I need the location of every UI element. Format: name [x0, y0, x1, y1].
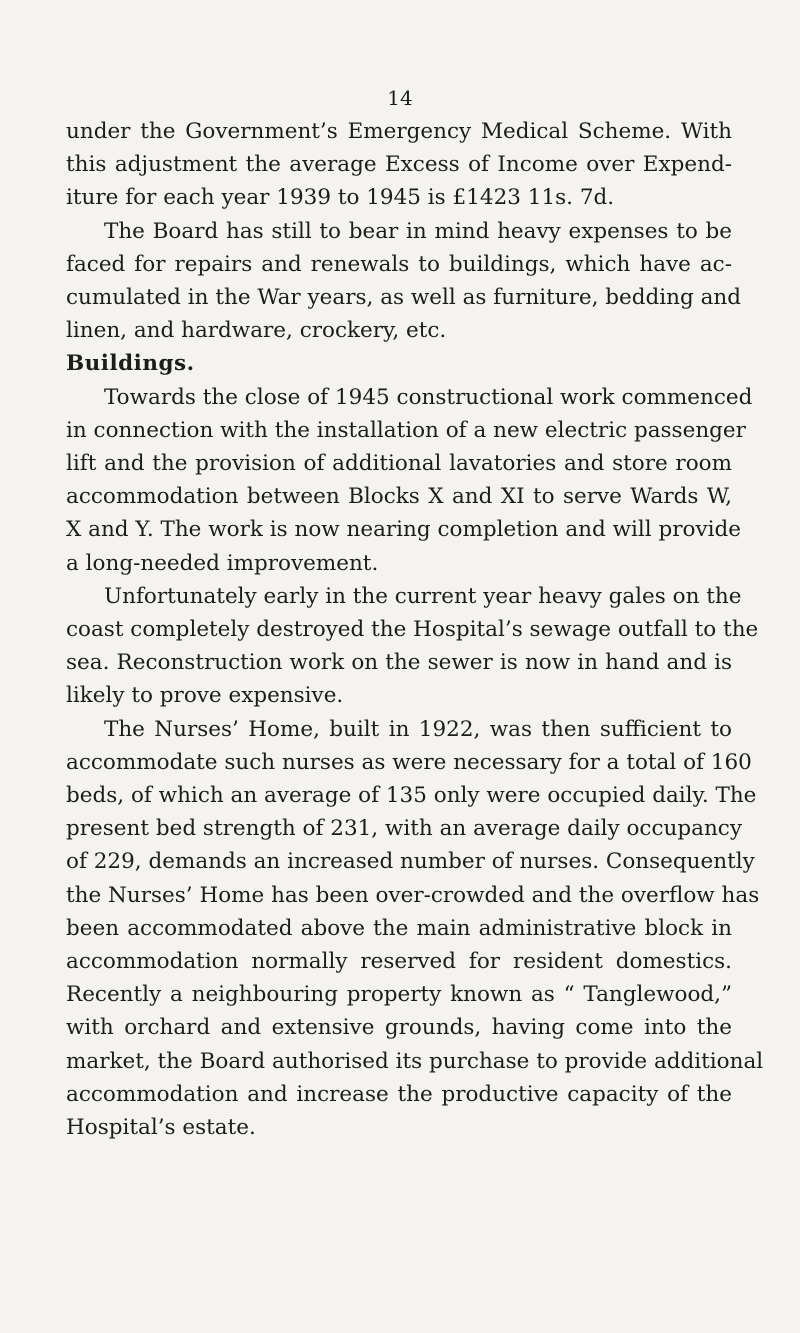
paragraph-heavy-expenses [66, 215, 742, 348]
text-line: faced for repairs and renewals to buildings, which have ac- [66, 251, 732, 277]
paragraph-emergency-scheme [66, 115, 732, 215]
text-line: sea. Reconstruction work on the sewer is now in hand and is [66, 650, 732, 676]
text-line: present bed strength of 231, with an average daily occupancy [66, 816, 742, 842]
page-number: 14 [387, 86, 413, 110]
paragraph-sewage-outfall [66, 580, 759, 713]
text-line: X and Y. The work is now nearing completion and will provide [66, 517, 741, 543]
text-line: accommodation between Blocks X and XI to serve Wards W, [66, 484, 732, 510]
text-line: Recently a neighbouring property known as “ Tanglewood,” [66, 982, 732, 1008]
text-line: market, the Board authorised its purchase to provide additional [66, 1048, 764, 1074]
text-line: cumulated in the War years, as well as furniture, bedding and [66, 285, 742, 311]
text-line: accommodation normally reserved for resident domestics. [66, 949, 732, 975]
text-line: with orchard and extensive grounds, having come into the [66, 1015, 732, 1041]
text-line: coast completely destroyed the Hospital’s sewage outfall to the [66, 617, 759, 643]
text-line: Towards the close of 1945 constructional work commenced [104, 384, 753, 410]
text-line: of 229, demands an increased number of nurses. Consequently [66, 849, 755, 875]
text-line: this adjustment the average Excess of Income over Expend- [66, 152, 732, 178]
text-line: in connection with the installation of a new electric passenger [66, 417, 746, 443]
text-line: beds, of which an average of 135 only were occupied daily. The [66, 783, 757, 809]
text-line: iture for each year 1939 to 1945 is £1423 11s. 7d. [66, 185, 615, 211]
text-line: accommodation and increase the productive capacity of the [66, 1081, 732, 1107]
text-line: The Nurses’ Home, built in 1922, was then sufficient to [104, 716, 732, 742]
text-line: Unfortunately early in the current year heavy gales on the [104, 583, 742, 609]
text-line: accommodate such nurses as were necessary for a total of 160 [66, 749, 752, 775]
body-text [66, 115, 764, 1144]
text-line: linen, and hardware, crockery, etc. [66, 318, 447, 344]
text-line: under the Government’s Emergency Medical Scheme. With [66, 119, 732, 144]
text-line: been accommodated above the main administrative block in [66, 915, 732, 941]
text-line: Hospital’s estate. [66, 1115, 256, 1141]
text-line: The Board has still to bear in mind heavy expenses to be [104, 218, 732, 244]
text-line: a long-needed improvement. [66, 550, 379, 576]
text-line: lift and the provision of additional lavatories and store room [66, 451, 732, 477]
section-heading-buildings: Buildings. [66, 351, 195, 377]
text-line: the Nurses’ Home has been over-crowded and the overflow has [66, 882, 760, 908]
text-line: likely to prove expensive. [66, 683, 344, 709]
paragraph-nurses-home [66, 713, 764, 1145]
paragraph-constructional-work [66, 381, 753, 580]
